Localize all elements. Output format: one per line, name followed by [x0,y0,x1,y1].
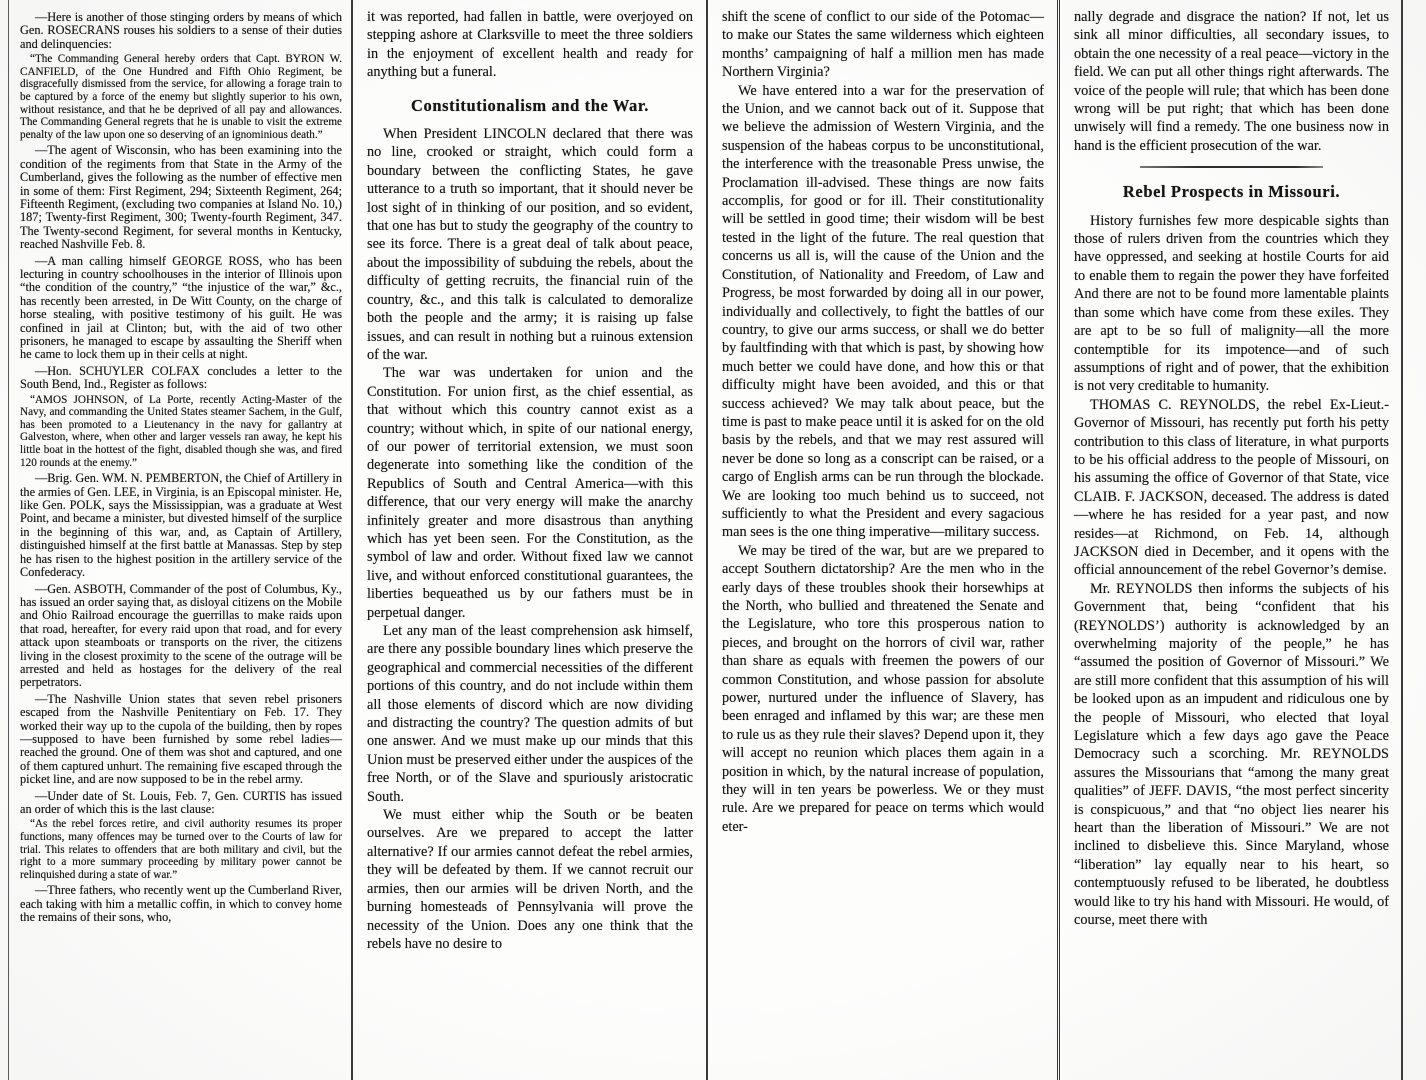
continuation-paragraph: it was reported, had fallen in battle, were overjoyed on stepping ashore at Clarksville to meet the three soldiers in the enjoyment of excellent health and ready for anything but a funeral. [367,9,693,81]
news-item-paragraph: —Here is another of those stinging orders by means of which Gen. ROSECRANS rouses his soldiers to a sense of their duties and delinquencies: [20,10,342,51]
column-editorial-continuation [708,0,1060,1080]
news-item-paragraph: —A man calling himself GEORGE ROSS, who has been lecturing in country schoolhouses in the interior of Illinois upon “the condition of the country,” “the injustice of the war,” &c., has recently been arrested, in De Witt County, on the charge of horse stealing, with positive testimony of his guilt. He was confined in jail at Clinton; but, with the aid of two other prisoners, he managed to escape by assaulting the Sheriff when he came to lock them up in their cells at night. [20,253,342,362]
column-news-items [8,0,353,1080]
news-item-paragraph: —Under date of St. Louis, Feb. 7, Gen. CURTIS has issued an order of which this is the last clause: [20,788,342,816]
continuation-paragraph: shift the scene of conflict to our side of the Potomac—to make our States the same wilderness which eighteen months’ campaigning of half a million men has made Northern Virginia? [722,9,1044,81]
news-item-paragraph: —The Nashville Union states that seven rebel prisoners escaped from the Nashville Penitentiary on Feb. 17. They worked their way up to the cupola of the building, then by ropes—supposed to have been furnished by some rebel ladies—reached the ground. One of them was shot and captured, and one of them captured unhurt. The remaining five escaped through the picket line, and are now supposed to be in the rebel army. [20,691,342,787]
column-editorial-missouri [1060,0,1403,1080]
article-paragraph: We have entered into a war for the preservation of the Union, and we cannot back out of it. Suppose that we believe the admission of Western Virginia, and the suspension of the habeas corpus to be unconstitutional, the interference with the treasonable Press unwise, the Proclamation ill-advised. These things are now faits accomplis, for good or for ill. Their constitutionality will be settled in good time; their wisdom will be best tested in the light of the future. The real question that concerns us all is, will the cause of the Union and the Constitution, of Nationality and Freedom, of Law and Progress, be most forwarded by doing all in our power, individually and collectively, to fight the battles of our country, to give our arms success, or shall we do better by faultfinding with that which is past, by showing how much better we could have done, and how this or that difficulty might have been avoided, and this or that success achieved? We may talk about peace, but the time is past to make peace until it is asked for on the old basis by the rebels, and that we may rest assured will never be done so long as a conscript can be raised, or a cargo of English arms can be run through the blockade. We are looking too much behind us to succeed, not sufficiently to what the President and every sagacious man sees is the one thing imperative—military success. [722,82,1045,541]
article-paragraph: Mr. REYNOLDS then informs the subjects of his Government that, being “confident that his (REYNOLDS’) authority is acknowledged by an overwhelming majority of the people,” he has “assumed the position of Governor of Missouri.” We are still more confident that this assumption of his will be looked upon as an impudent and ridiculous one by the people of Missouri, who elected that loyal Legislature which a few days ago gave the Peace Democracy such a scorching. Mr. REYNOLDS assures the Missourians that “among the many great qualities” of JEFF. DAVIS, “the most perfect sincerity is conspicuous,” and that “no object lies nearer his heart than the liberation of Missouri.” We are not inclined to disbelieve this. Since Maryland, whose “liberation” lay equally near to his heart, so contemptuously refused to be liberated, he doubtless would like to try his hand with Missouri. He would, of course, meet there with [1074,580,1389,929]
article-heading: Constitutionalism and the War. [410,95,650,115]
divider-rule [1140,166,1323,168]
article-heading: Rebel Prospects in Missouri. [1122,182,1341,202]
article-paragraph: History furnishes few more despicable sights than those of rulers driven from the countries which they have oppressed, and seeking at hostile Courts for aid to enable them to regain the power they have forfeited And there are not to be found more lamentable plaints than some which have come from these exiles. They are apt to be so full of malignity—all the more contemptible for its impotence—and of such assumptions of right and of power, that the exhibition is not very creditable to humanity. [1074,212,1389,395]
article-paragraph: We may be tired of the war, but are we prepared to accept Southern dictatorship? Are the men who in the early days of these troubles shook their horsewhips at the North, who bullied and threatened the Senate and the Legislature, who tore this prosperous nation to pieces, and brought on the horrors of civil war, rather than share as equals with freemen the powers of our common Constitution, and whose passion for absolute power, nurtured under the influence of Slavery, has been enraged and inflamed by this war; are these men to rule us as they rule their slaves? Depend upon it, they will accept no reunion which places them again in a position in which, by the natural increase of population, they will in ten years be powerless. We or they must rule. Are we prepared for peace on terms which would eter- [722,542,1044,835]
news-item-paragraph: —Brig. Gen. WM. N. PEMBERTON, the Chief of Artillery in the armies of Gen. LEE, in Virginia, is an Episcopal minister. He, like Gen. POLK, says the Mississippian, was a graduate at West Point, and became a minister, but divested himself of the surplice in the beginning of this war, and, as Captain of Artillery, distinguished himself at the first battle at Manassas. Step by step he has risen to the highest position in the artillery service of the Confederacy. [20,471,342,580]
news-item-paragraph: —The agent of Wisconsin, who has been examining into the condition of the regiments from that State in the Army of the Cumberland, gives the following as the number of effective men in some of them: First Regiment, 294; Sixteenth Regiment, 264; Fifteenth Regiment, (excluding two companies at Island No. 10,) 187; Twenty-first Regiment, 300; Twenty-fourth Regiment, 347. The Twenty-second Regiment, for several months in Kentucky, reached Nashville Feb. 8. [20,143,342,252]
column-editorial-constitutionalism [353,0,708,1080]
news-item-paragraph: —Gen. ASBOTH, Commander of the post of Columbus, Ky., has issued an order saying that, as disloyal citizens on the Mobile and Ohio Railroad encourage the guerrillas to make raids upon that road, hereafter, for every raid upon that road, and for every attack upon steamboats or transports on the river, the citizens living in the closest proximity to the scene of the outrage will be arrested and held as hostages for the delivery of the real perpetrators. [20,581,342,690]
article-paragraph: The war was undertaken for union and the Constitution. For union first, as the chief essential, as that without which this country cannot exist as a country; without which, in spite of our national energy, of our power of territorial extension, we must soon degenerate into something like the condition of the Republics of South and Central America—with this difference, that our very energy will make the anarchy infinitely greater and more disastrous than anything which has yet been seen. For the Constitution, as the symbol of law and order. Without fixed law we cannot live, and without enforced constitutional guarantees, the liberties bequeathed us by our fathers must be in perpetual danger. [367,365,693,621]
news-item-paragraph: —Hon. SCHUYLER COLFAX concludes a letter to the South Bend, Ind., Register as follows: [20,363,342,392]
continuation-paragraph: nally degrade and disgrace the nation? If not, let us sink all minor difficulties, all secondary issues, to obtain the one necessity of a real peace—victory in the field. We can put all other things right afterwards. The voice of the people will rule; that which has been done wrong will be put right; that which has been done unwisely will find a remedy. The one business now in hand is the efficient prosecution of the war. [1074,9,1389,154]
article-paragraph: We must either whip the South or be beaten ourselves. Are we prepared to accept the latter alternative? If our armies cannot defeat the rebel armies, they will be defeated by them. If we cannot recruit our armies, then our armies will be driven North, and the burning homesteads of Pennsylvania will prove the necessity of the Union. Does any one think that the rebels have no desire to [367,807,693,952]
news-item-paragraph: —Three fathers, who recently went up the Cumberland River, each taking with him a metallic coffin, in which to convey home the remains of their sons, who, [20,883,342,925]
article-paragraph: When President LINCOLN declared that there was no line, crooked or straight, which could form a boundary between the conflicting States, he gave utterance to a truth so important, that it should never be lost sight of in thinking of our position, and so evident, that one has but to study the geography of the country to see its force. There is a great deal of talk about peace, about the impossibility of subduing the rebels, about the difficulty of getting recruits, the financial ruin of the country, &c., and this talk is calculated to demoralize both the people and the army; it is raising up false issues, and can result in nothing but a ruinous extension of the war. [367,126,693,363]
quoted-text: “The Commanding General hereby orders that Capt. BYRON W. CANFIELD, of the One Hundred and Fifth Ohio Regiment, be disgracefully dismissed from the service, for allowing a forage train to be captured by a force of the enemy but slightly superior to his own, without resistance, and that he be deprived of all pay and allowances. The Commanding General regrets that he is unable to visit the extreme penalty of the law upon one so deserving of an ignominious death.” [20,53,342,141]
article-paragraph: THOMAS C. REYNOLDS, the rebel Ex-Lieut.-Governor of Missouri, has recently put forth his petty contribution to this class of literature, in what purports to be his official address to the people of Missouri, on his assuming the office of Governor of that State, vice CLAIB. F. JACKSON, deceased. The address is dated—where he has resided for a year past, and now resides—at Richmond, on Feb. 14, although JACKSON died in December, and it opens with the official announcement of the rebel Governor’s demise. [1074,396,1389,579]
quoted-text: “AMOS JOHNSON, of La Porte, recently Acting-Master of the Navy, and commanding the United States steamer Sachem, in the Gulf, has been promoted to a Lieutenancy in the navy for gallantry at Galveston, where, when other and larger vessels ran away, he kept his little boat in the hottest of the fight, disabled though she was, and fired 120 rounds at the enemy.” [20,393,342,469]
article-paragraph: Let any man of the least comprehension ask himself, are there any possible boundary lines which preserve the geographical and commercial necessities of the different portions of this country, and do not include within them all those elements of discord which are now dividing and distracting the country? The question admits of but one answer. And we must make up our minds that this Union must be preserved either under the auspices of the free North, or of the Slave and spuriously aristocratic South. [367,623,693,805]
quoted-text: “As the rebel forces retire, and civil authority resumes its proper functions, many offences may be turned over to the Courts of law for trial. This relates to offenders that are both military and civil, but the right to a more summary proceeding by military power cannot be relinquished during a state of war.” [20,818,342,881]
